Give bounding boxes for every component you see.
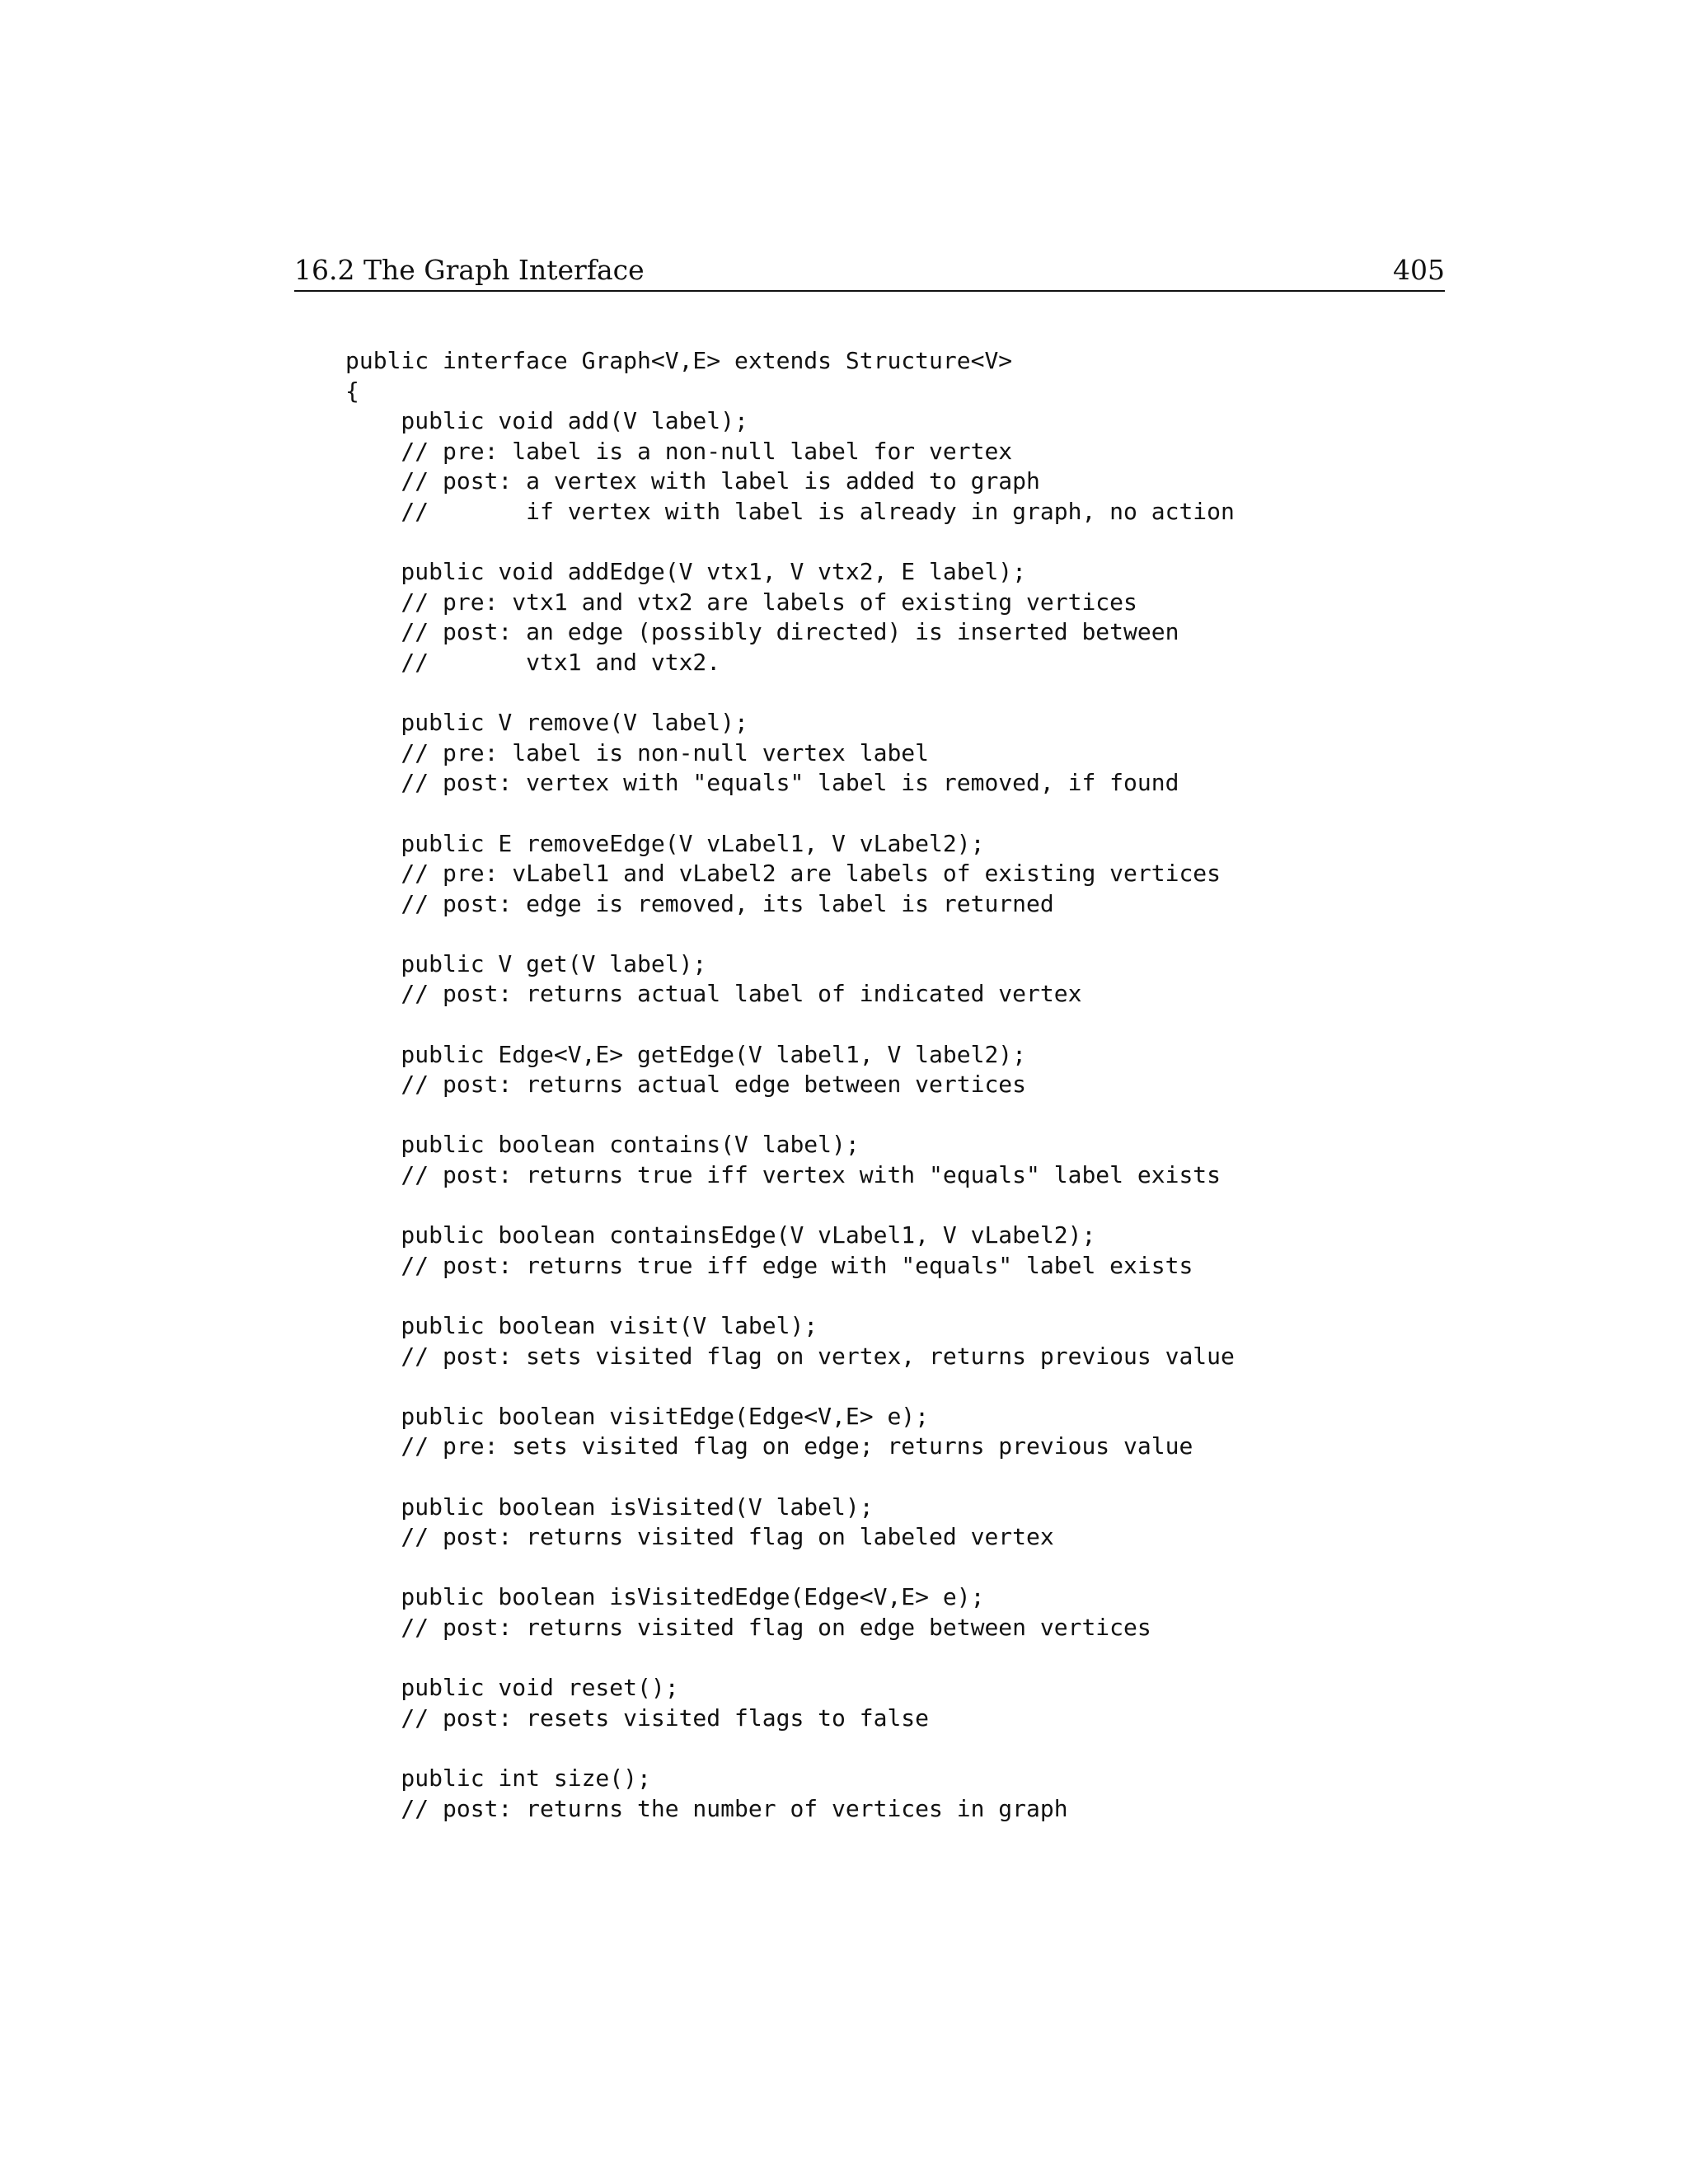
code-line: [345, 1100, 1235, 1131]
code-line: public void add(V label);: [345, 407, 748, 435]
code-line: // post: returns true iff vertex with "equals" label exists: [345, 1161, 1221, 1189]
code-line: [345, 799, 1235, 829]
code-line: public void reset();: [345, 1674, 679, 1702]
code-line: // pre: sets visited flag on edge; returns previous value: [345, 1432, 1193, 1460]
code-line: // vtx1 and vtx2.: [345, 648, 721, 676]
code-line: // post: sets visited flag on vertex, returns previous value: [345, 1342, 1235, 1370]
code-line: public E removeEdge(V vLabel1, V vLabel2);: [345, 829, 985, 857]
code-line: // post: returns true iff edge with "equals" label exists: [345, 1251, 1193, 1279]
code-line: [345, 1733, 1235, 1764]
code-line: // post: resets visited flags to false: [345, 1704, 930, 1732]
code-line: // post: a vertex with label is added to graph: [345, 467, 1040, 495]
code-line: // pre: label is a non-null label for vertex: [345, 437, 1013, 465]
code-listing: [345, 346, 1235, 1824]
code-line: // pre: vLabel1 and vLabel2 are labels of existing vertices: [345, 860, 1221, 888]
code-line: [345, 1462, 1235, 1493]
running-header: [294, 252, 1445, 292]
section-title: 16.2 The Graph Interface: [294, 254, 645, 286]
code-line: public boolean isVisitedEdge(Edge<V,E> e);: [345, 1583, 985, 1611]
code-line: public boolean contains(V label);: [345, 1131, 860, 1159]
code-line: // post: returns visited flag on labeled vertex: [345, 1523, 1054, 1551]
code-line: [345, 1010, 1235, 1040]
code-line: public V get(V label);: [345, 949, 707, 977]
code-line: public int size();: [345, 1764, 651, 1792]
code-line: // post: returns actual label of indicated vertex: [345, 980, 1082, 1008]
code-line: public V remove(V label);: [345, 709, 748, 737]
code-line: // pre: vtx1 and vtx2 are labels of existing vertices: [345, 588, 1137, 616]
code-line: // post: returns actual edge between vertices: [345, 1071, 1027, 1099]
code-line: {: [345, 377, 359, 405]
code-line: public boolean visitEdge(Edge<V,E> e);: [345, 1402, 930, 1430]
code-line: public Edge<V,E> getEdge(V label1, V label2);: [345, 1040, 1027, 1068]
code-line: // if vertex with label is already in graph, no action: [345, 497, 1235, 525]
code-line: // post: returns the number of vertices in graph: [345, 1794, 1068, 1822]
code-line: // post: returns visited flag on edge between vertices: [345, 1613, 1151, 1641]
code-line: // post: edge is removed, its label is returned: [345, 889, 1054, 917]
code-line: [345, 1643, 1235, 1674]
code-line: [345, 1371, 1235, 1402]
code-line: public boolean visit(V label);: [345, 1312, 818, 1339]
code-line: // post: an edge (possibly directed) is inserted between: [345, 618, 1179, 646]
code-line: // pre: label is non-null vertex label: [345, 738, 930, 766]
code-line: public boolean isVisited(V label);: [345, 1493, 874, 1521]
code-line: [345, 1281, 1235, 1311]
code-line: [345, 1553, 1235, 1583]
code-line: public interface Graph<V,E> extends Structure<V>: [345, 347, 1013, 374]
code-line: [345, 527, 1235, 558]
code-line: // post: vertex with "equals" label is removed, if found: [345, 769, 1179, 797]
code-line: [345, 1191, 1235, 1221]
code-line: [345, 678, 1235, 709]
code-line: public void addEdge(V vtx1, V vtx2, E label);: [345, 558, 1027, 586]
code-line: public boolean containsEdge(V vLabel1, V vLabel2);: [345, 1221, 1096, 1249]
page-number: 405: [1393, 254, 1445, 286]
code-line: [345, 919, 1235, 949]
